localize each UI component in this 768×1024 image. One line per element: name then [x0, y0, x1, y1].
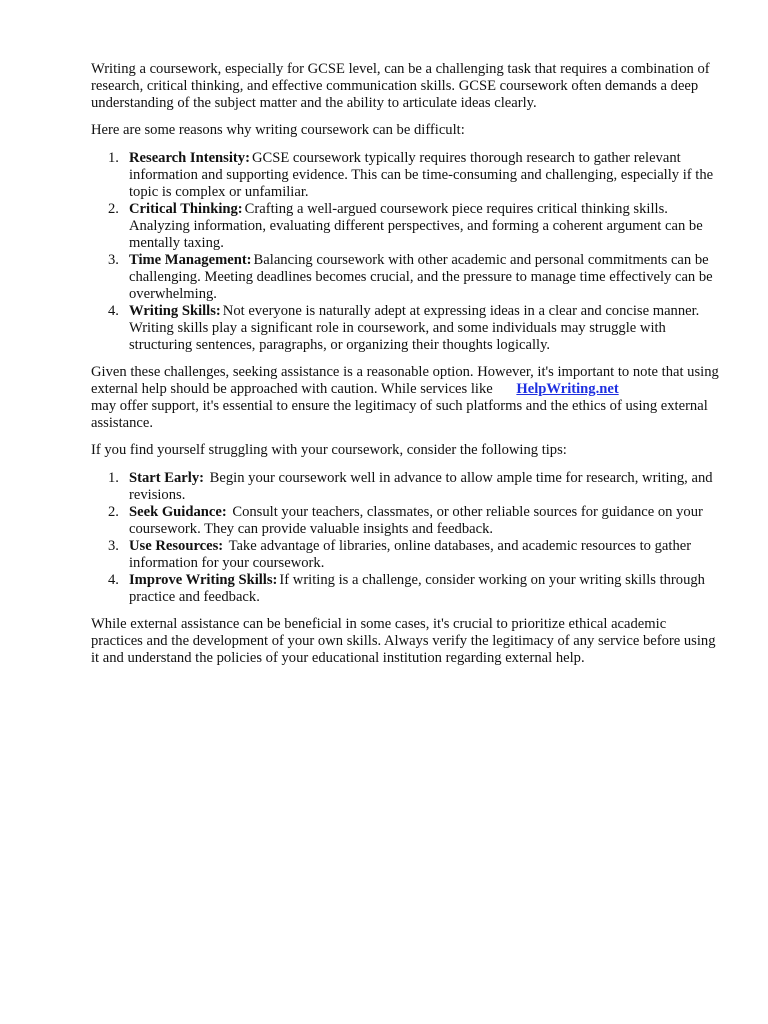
list-number: 2. [108, 504, 119, 520]
list-text: Balancing coursework with other academic and personal commitments can be challenging. Meeting deadlines becomes crucial, and the pressure to manage time effectively can be overwhelming. [129, 252, 713, 302]
list-item [91, 303, 721, 354]
tips-lead: If you find yourself struggling with your coursework, consider the following tips: [91, 442, 567, 458]
list-item [91, 504, 721, 538]
assistance-paragraph [91, 364, 721, 432]
list-term: Improve Writing Skills: [129, 572, 278, 588]
list-text: Crafting a well-argued coursework piece requires critical thinking skills. Analyzing information, evaluating different perspectives, and forming a coherent argument can be mentally taxing. [129, 201, 703, 251]
list-item [91, 470, 721, 504]
assistance-text-before: Given these challenges, seeking assistance is a reasonable option. However, it's important to note that using external help should be approached with caution. While services like [91, 364, 719, 397]
list-number: 1. [108, 470, 119, 486]
conclusion-paragraph: While external assistance can be beneficial in some cases, it's crucial to prioritize ethical academic practices and the development of your own skills. Always verify the legitimacy of any service before using it and understand the policies of your educational institution regarding external help. [91, 616, 716, 666]
list-term: Research Intensity: [129, 150, 250, 166]
list-text: Begin your coursework well in advance to allow ample time for research, writing, and revisions. [129, 470, 713, 503]
list-number: 4. [108, 572, 119, 588]
list-item [91, 252, 721, 303]
list-item [91, 201, 721, 252]
list-term: Time Management: [129, 252, 252, 268]
list-text: GCSE coursework typically requires thorough research to gather relevant information and supporting evidence. This can be time-consuming and challenging, especially if the topic is complex or unfamiliar. [129, 150, 714, 200]
list-term: Critical Thinking: [129, 201, 243, 217]
list-text: If writing is a challenge, consider working on your writing skills through practice and feedback. [129, 572, 705, 605]
list-term: Start Early: [129, 470, 204, 486]
list-number: 4. [108, 303, 119, 319]
list-item [91, 538, 721, 572]
list-text: Take advantage of libraries, online databases, and academic resources to gather information for your coursework. [129, 538, 692, 571]
list-term: Seek Guidance: [129, 504, 227, 520]
tips-list [91, 470, 721, 606]
list-text: Consult your teachers, classmates, or other reliable sources for guidance on your coursework. They can provide valuable insights and feedback. [129, 504, 703, 537]
list-number: 3. [108, 538, 119, 554]
list-term: Use Resources: [129, 538, 224, 554]
assistance-text-after: may offer support, it's essential to ensure the legitimacy of such platforms and the ethics of using external assistance. [91, 398, 708, 431]
list-item [91, 150, 721, 201]
reasons-list [91, 150, 721, 354]
list-number: 1. [108, 150, 119, 166]
list-term: Writing Skills: [129, 303, 221, 319]
list-item [91, 572, 721, 606]
reasons-lead: Here are some reasons why writing coursework can be difficult: [91, 122, 465, 138]
document-page [91, 61, 721, 667]
list-number: 2. [108, 201, 119, 217]
helpwriting-link[interactable]: HelpWriting.net [516, 381, 619, 397]
intro-paragraph: Writing a coursework, especially for GCSE level, can be a challenging task that requires a combination of research, critical thinking, and effective communication skills. GCSE coursework often demands a deep understanding of the subject matter and the ability to articulate ideas clearly. [91, 61, 710, 111]
list-text: Not everyone is naturally adept at expressing ideas in a clear and concise manner. Writing skills play a significant role in coursework, and some individuals may struggle with structuring sentences, paragraphs, or organizing their thoughts logically. [129, 303, 700, 353]
list-number: 3. [108, 252, 119, 268]
